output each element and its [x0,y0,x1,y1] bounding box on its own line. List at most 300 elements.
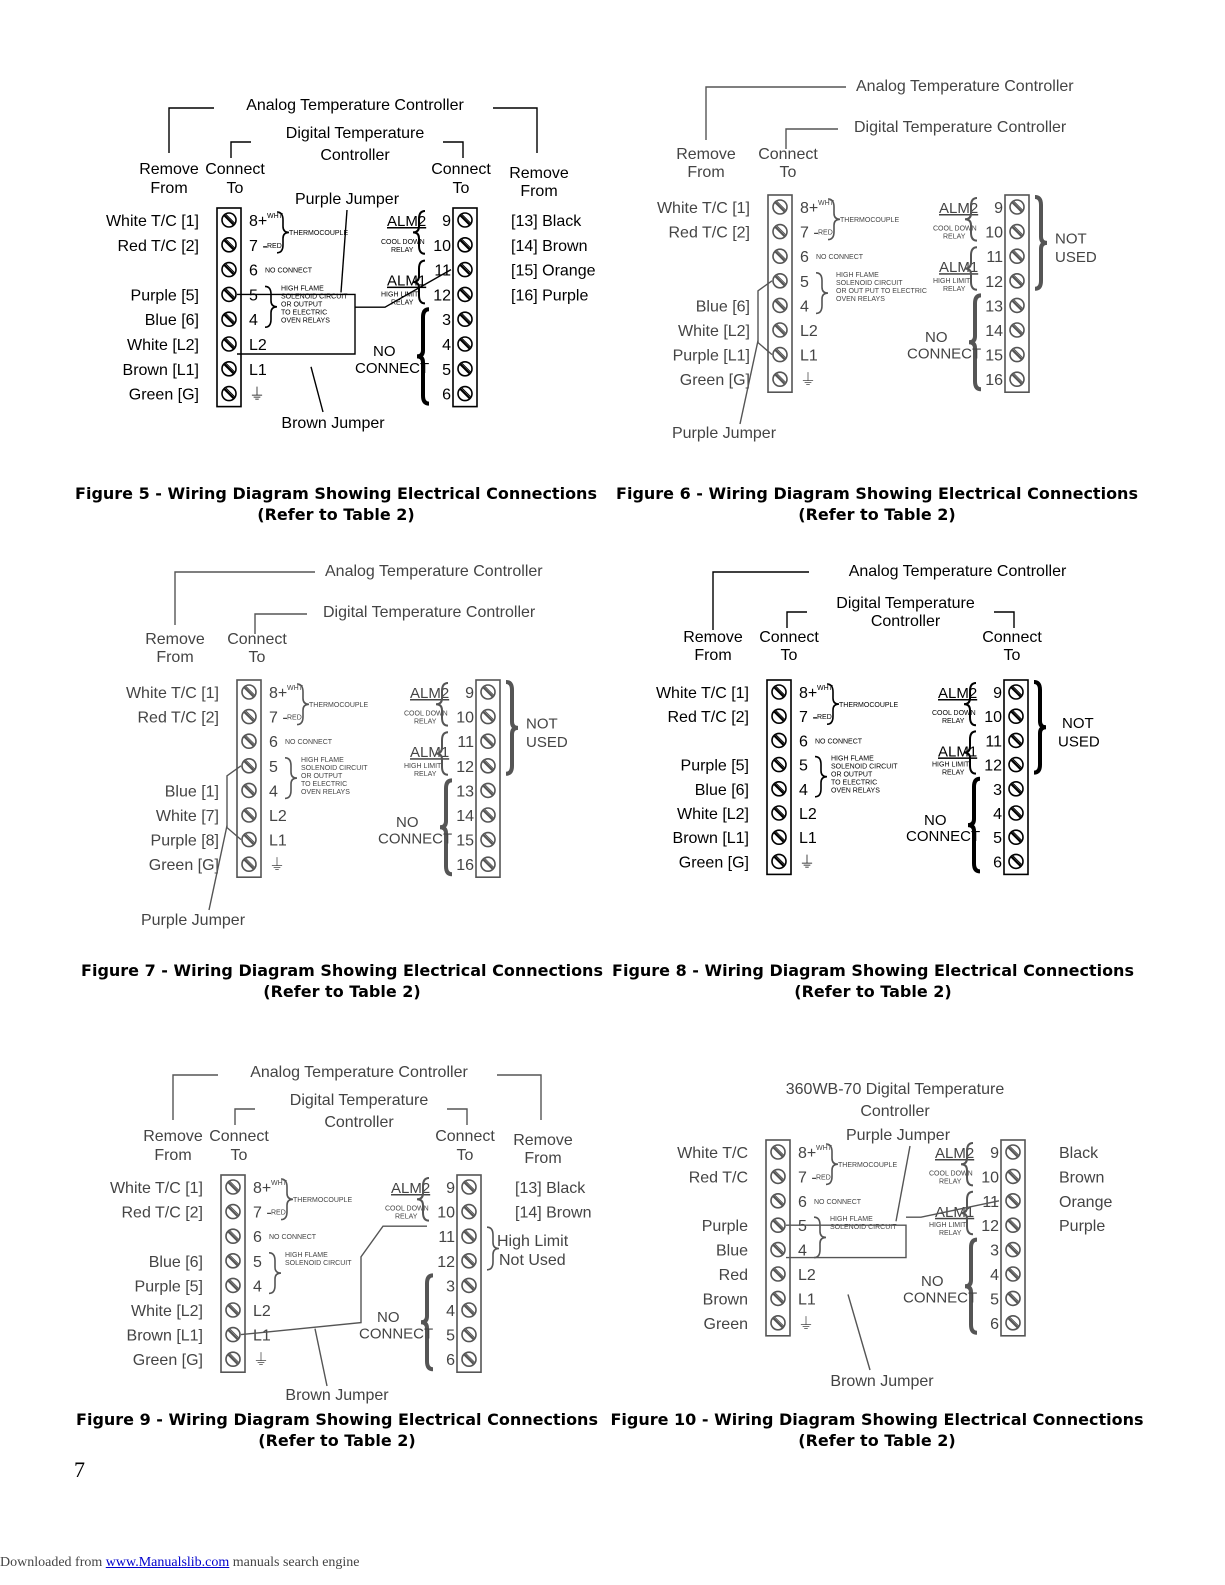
brace [816,273,828,314]
connect-to-heading: Connect [759,629,819,646]
left-wire-label: Brown [L1] [672,830,749,848]
thermocouple-label: THERMOCOUPLE [839,702,899,709]
left-wire-label: Purple [701,1218,748,1236]
left-wire-label: Red T/C [2] [668,224,750,242]
purple-jumper-label: Purple Jumper [294,191,400,208]
figure-caption-ref: (Refer to Table 2) [798,1431,956,1450]
high-flame-note: SOLENOID CIRCUIT [830,1224,897,1232]
remove-from-heading: Remove [139,161,199,178]
page-number: 7 [74,1457,85,1482]
footer [0,1555,360,1571]
figure-caption: Figure 7 - Wiring Diagram Showing Electrical Connections [81,961,603,980]
brown-jumper-label: Brown Jumper [281,415,385,432]
figure-9 [76,1064,598,1450]
not-used-label: NOT [1055,230,1087,248]
remove-from-heading: Remove [145,631,205,648]
high-flame-note: HIGH FLAME [830,1216,873,1224]
right-terminal-number: 6 [993,854,1002,872]
digital-controller-heading: Controller [324,1114,394,1131]
left-terminal-number: 4 [249,312,258,330]
right-terminal-number: 12 [437,1253,455,1271]
cool-down-label: COOL DOWN [929,1170,973,1178]
thermocouple-label: THERMOCOUPLE [840,217,900,224]
left-wire-label: Red T/C [2] [117,237,199,255]
right-terminal-number: 10 [433,237,451,255]
left-wire-label: White [L2] [130,1303,203,1320]
right-terminal-number: 12 [985,273,1003,291]
high-flame-note: TO ELECTRIC [301,780,348,788]
remove-from-heading: From [694,647,732,664]
right-wire-label: [16] Purple [511,287,589,305]
right-terminal-number: 6 [442,386,451,404]
left-wire-label: White [L2] [677,323,750,340]
left-wire-label: Brown [L1] [122,361,199,379]
figure-caption-ref: (Refer to Table 2) [263,982,421,1001]
left-terminal-number: L1 [249,361,267,379]
figure-5 [75,97,597,524]
red-mark: RED [287,714,302,722]
connect-to-heading: Connect [205,161,265,178]
no-connect-6: NO CONNECT [814,1198,862,1206]
left-terminal-number: L2 [249,337,267,354]
no-label: NO [925,329,948,346]
high-flame-note: HIGH FLAME [301,756,344,764]
high-flame-note: OVEN RELAYS [281,317,330,325]
left-terminal-number: 7 - [253,1204,272,1222]
left-wire-label: Green [G] [148,857,219,875]
remove-from-heading: From [524,1150,562,1167]
analog-controller-heading: Analog Temperature Controller [856,78,1074,95]
connect-to-heading: To [779,164,797,181]
relay-label: RELAY [414,770,437,778]
digital-bracket [235,1109,255,1125]
figure-caption: Figure 6 - Wiring Diagram Showing Electrical Connections [616,484,1138,503]
brown-jumper-pointer [311,367,323,412]
right-terminal-number: 15 [985,347,1003,365]
left-terminal-number: L2 [799,806,817,823]
wht-mark: WHT [816,1145,832,1152]
cool-down-label: COOL DOWN [381,238,425,246]
left-wire-label: White T/C [1] [109,1180,203,1197]
alm1-label: ALM1 [938,743,978,761]
brace [265,286,277,327]
left-terminal-number: 6 [799,733,808,751]
no-connect-6: NO CONNECT [269,1234,317,1242]
relay-label: RELAY [391,246,414,254]
high-limit-label: HIGH LIMIT [933,277,971,285]
right-terminal-number: 9 [446,1180,455,1197]
right-terminal-number: 12 [456,758,474,776]
right-wire-label: [14] Brown [515,1204,592,1222]
left-wire-label: White [L2] [126,337,199,354]
analog-controller-heading: Analog Temperature Controller [325,563,543,580]
left-terminal-number: 5 [800,273,809,291]
thermocouple-label: THERMOCOUPLE [309,702,369,709]
purple-jumper-label: Purple Jumper [140,912,246,929]
right-terminal-number: 15 [456,832,474,850]
connect-to-heading: To [452,180,470,197]
brace [815,757,827,797]
left-terminal-number: ⏚ [800,372,817,390]
relay-label: RELAY [943,285,966,293]
connect-to-heading: To [248,649,266,666]
remove-from-heading: Remove [513,1132,573,1149]
high-flame-note: SOLENOID CIRCUIT [285,1259,352,1267]
no-connect-6: NO CONNECT [815,738,863,746]
footer-suffix: manuals search engine [229,1555,360,1570]
brace [269,1253,281,1294]
left-wire-label: Green [703,1315,748,1333]
connect-to-heading: Connect [435,1128,495,1145]
left-terminal-number: L2 [253,1303,271,1320]
brace [968,779,980,872]
left-wire-label: Green [G] [128,386,199,404]
analog-controller-heading: Analog Temperature Controller [250,1064,468,1081]
cool-down-label: COOL DOWN [385,1205,429,1213]
red-mark: RED [267,242,282,250]
brace [421,1275,433,1369]
no-label: NO [373,343,396,360]
analog-controller-heading: Analog Temperature Controller [246,97,464,114]
right-terminal-number: 16 [985,372,1003,390]
manualslib-link[interactable]: www.Manualslib.com [105,1555,230,1570]
right-terminal-number: 5 [990,1291,999,1309]
left-terminal-number: L1 [800,347,818,365]
right-terminal-number: 11 [434,262,451,280]
analog-bracket [175,572,315,625]
digital-controller-heading: Digital Temperature [285,125,425,142]
left-wire-label: Blue [6] [144,312,199,330]
high-limit-label: HIGH LIMIT [404,762,442,770]
figure-caption: Figure 8 - Wiring Diagram Showing Electrical Connections [612,961,1134,980]
alm1-label: ALM1 [410,744,450,762]
figure-caption-ref: (Refer to Table 2) [258,1431,416,1450]
brown-jumper-label: Brown Jumper [830,1373,934,1390]
relay-label: RELAY [414,718,437,726]
left-wire-label: Blue [715,1242,748,1260]
red-mark: RED [271,1209,286,1217]
thermocouple-label: THERMOCOUPLE [838,1162,898,1169]
right-wire-label: Orange [1059,1193,1113,1211]
not-used-label: NOT [1062,715,1094,733]
brace [814,1217,826,1257]
alm1-label: ALM1 [939,259,979,277]
no-label: NO [396,814,419,831]
right-terminal-number: 11 [982,1193,999,1211]
cool-down-label: COOL DOWN [404,710,448,718]
left-terminal-number: 5 [799,757,808,775]
right-terminal-number: 9 [993,685,1002,702]
right-wire-label: [13] Black [515,1180,586,1197]
right-terminal-number: 11 [438,1229,455,1247]
right-terminal-number: 12 [433,287,451,305]
wht-mark: WHT [267,213,283,220]
right-terminal-number: 5 [442,361,451,379]
left-terminal-number: 5 [798,1218,807,1236]
high-flame-note: OR OUTPUT [831,771,873,779]
not-used-label: USED [526,734,568,752]
high-flame-note: HIGH FLAME [836,271,879,279]
left-terminal-number: 4 [269,783,278,801]
wht-mark: WHT [271,1180,287,1187]
left-terminal-number: ⏚ [799,854,816,872]
high-flame-note: OR OUT PUT TO ELECTRIC [836,287,927,295]
right-terminal-number: 4 [993,806,1002,823]
alm2-label: ALM2 [935,1145,975,1162]
right-wire-label: Black [1059,1145,1099,1162]
right-terminal-number: 4 [442,337,451,354]
left-wire-label: White [7] [155,808,219,825]
alm2-label: ALM2 [938,685,978,702]
right-terminal-number: 9 [990,1145,999,1162]
brace [417,309,429,403]
not-used-label: NOT [526,715,558,733]
analog-bracket [173,1075,218,1120]
brace [1035,197,1047,289]
left-wire-label: Brown [L1] [126,1327,203,1345]
connect-to-heading: To [456,1147,474,1164]
remove-from-heading: From [154,1147,192,1164]
right-terminal-number: 12 [984,757,1002,775]
high-flame-note: OVEN RELAYS [831,787,880,795]
left-terminal-number: L1 [253,1327,271,1345]
red-mark: RED [816,1174,831,1182]
figure-7 [81,563,603,1001]
no-connect-6: NO CONNECT [285,739,333,747]
right-terminal-number: 10 [437,1204,455,1222]
left-wire-label: Green [G] [678,854,749,872]
left-wire-label: Red T/C [2] [667,709,749,727]
no-label: NO [377,1309,400,1326]
alm1-label: ALM1 [935,1203,975,1221]
left-wire-label: Blue [6] [694,781,749,799]
digital-controller-heading: Digital Temperature Controller [854,119,1067,136]
alm1-label: ALM1 [387,272,427,290]
high-flame-note: TO ELECTRIC [281,309,328,317]
alm2-label: ALM2 [391,1180,431,1197]
brace [1034,682,1046,773]
right-terminal-number: 5 [446,1327,455,1345]
left-wire-label: Blue [6] [148,1253,203,1271]
relay-label: RELAY [939,1230,962,1238]
remove-from-heading: Remove [683,629,743,646]
digital-controller-heading: Digital Temperature [289,1092,429,1109]
right-terminal-number: 11 [986,249,1003,267]
high-flame-note: HIGH FLAME [831,755,874,763]
alm2-label: ALM2 [939,200,979,217]
left-wire-label: Brown [702,1291,748,1309]
connect-to-heading: To [780,647,798,664]
left-wire-label: White T/C [1] [656,200,750,217]
left-wire-label: White T/C [1] [105,213,199,230]
analog-bracket [497,1075,541,1120]
remove-from-heading: From [150,180,188,197]
right-terminal-number: 9 [994,200,1003,217]
left-terminal-number: 8+ [798,1145,817,1162]
figure-caption-ref: (Refer to Table 2) [257,505,415,524]
left-wire-label: White T/C [1] [125,685,219,702]
high-limit-label: High Limit [497,1233,569,1251]
no-connect-6: NO CONNECT [265,267,313,275]
purple-jumper-label: Purple Jumper [671,425,777,442]
alm2-label: ALM2 [410,685,450,702]
wht-mark: WHT [817,685,833,692]
not-used-label: Not Used [499,1251,566,1269]
right-terminal-number: 6 [990,1315,999,1333]
figure-10 [610,1081,1143,1450]
digital-controller-heading: Digital Temperature Controller [323,604,536,621]
left-wire-label: White T/C [1] [655,685,749,702]
figure-6 [616,78,1138,524]
right-terminal-number: 11 [985,733,1002,751]
not-used-label: USED [1058,733,1100,751]
left-terminal-number: 5 [249,287,258,305]
connect-caps-label: CONNECT [378,830,453,848]
right-wire-label: [15] Orange [511,262,596,280]
high-flame-note: OR OUTPUT [281,301,323,309]
remove-from-heading: Remove [143,1128,203,1145]
high-flame-note: HIGH FLAME [285,1251,328,1259]
thermocouple-label: THERMOCOUPLE [289,230,349,237]
digital-bracket [787,612,807,628]
left-terminal-number: 4 [800,298,809,316]
right-terminal-number: 10 [984,709,1002,727]
connect-caps-label: CONNECT [903,1289,978,1307]
left-wire-label: Purple [L1] [672,347,750,365]
left-terminal-number: 7 - [249,237,268,255]
right-terminal-number: 3 [993,781,1002,799]
left-wire-label: Red T/C [688,1169,748,1187]
digital-controller-heading: Digital Temperature [836,595,975,612]
connect-caps-label: CONNECT [906,828,981,846]
no-label: NO [924,812,947,829]
left-terminal-number: 4 [798,1242,807,1260]
analog-bracket [706,87,846,140]
right-terminal-number: 14 [985,323,1003,340]
left-terminal-number: 7 - [798,1169,817,1187]
left-terminal-number: ⏚ [269,857,286,875]
brace [440,780,452,874]
left-terminal-number: L2 [798,1267,816,1284]
left-wire-label: Blue [1] [164,783,219,801]
brown-jumper-pointer [848,1294,870,1370]
alm2-label: ALM2 [387,213,427,230]
no-label: NO [921,1273,944,1290]
left-terminal-number: 4 [799,781,808,799]
left-terminal-number: 6 [269,734,278,752]
cool-down-label: COOL DOWN [932,710,976,718]
right-terminal-number: 12 [981,1218,999,1236]
not-used-label: USED [1055,249,1097,267]
right-wire-label: [13] Black [511,213,582,230]
remove-from-heading: Remove [509,165,569,182]
right-terminal-number: 13 [456,783,474,801]
figure-caption-ref: (Refer to Table 2) [794,982,952,1001]
left-terminal-number: 7 - [800,224,819,242]
right-terminal-number: 3 [446,1278,455,1296]
relay-label: RELAY [943,233,966,241]
no-connect-6: NO CONNECT [816,254,864,262]
connect-to-heading: Connect [227,631,287,648]
high-flame-note: OVEN RELAYS [836,295,885,303]
high-limit-label: HIGH LIMIT [932,761,970,769]
left-terminal-number: 8+ [249,213,268,230]
right-wire-label: [14] Brown [511,237,588,255]
digital-bracket [443,142,463,158]
left-wire-label: Green [G] [132,1352,203,1370]
left-terminal-number: 4 [253,1278,262,1296]
left-terminal-number: L1 [798,1291,816,1309]
remove-from-heading: From [520,183,558,200]
left-terminal-number: ⏚ [253,1352,270,1370]
right-terminal-number: 3 [442,312,451,330]
cool-down-label: COOL DOWN [933,225,977,233]
brace [965,1240,977,1333]
red-mark: RED [818,229,833,237]
relay-label: RELAY [939,1178,962,1186]
right-terminal-number: 10 [456,709,474,727]
left-wire-label: Purple [5] [680,757,749,775]
purple-jumper-pointer [896,1146,910,1221]
right-terminal-number: 11 [457,734,474,752]
analog-bracket [493,108,537,153]
left-terminal-number: ⏚ [249,386,266,404]
brace [969,295,981,389]
connect-to-heading: Connect [982,629,1042,646]
thermocouple-label: THERMOCOUPLE [293,1197,353,1204]
left-wire-label: Purple [5] [134,1278,203,1296]
controller-title: Controller [860,1103,930,1120]
left-terminal-number: 5 [269,758,278,776]
left-wire-label: Blue [6] [695,298,750,316]
purple-jumper-label: Purple Jumper [845,1127,951,1144]
left-terminal-number: 7 - [269,709,288,727]
right-terminal-number: 13 [985,298,1003,316]
right-terminal-number: 4 [990,1267,999,1284]
left-terminal-number: L1 [799,830,817,848]
connect-caps-label: CONNECT [359,1325,434,1343]
figure-8 [612,563,1134,1001]
right-terminal-number: 3 [990,1242,999,1260]
figure-caption: Figure 9 - Wiring Diagram Showing Electrical Connections [76,1410,598,1429]
brace [506,682,518,774]
remove-from-heading: Remove [676,146,736,163]
connect-caps-label: CONNECT [907,345,982,363]
high-flame-note: SOLENOID CIRCUIT [301,764,368,772]
remove-from-heading: From [687,164,725,181]
brace [285,758,297,799]
high-flame-note: OVEN RELAYS [301,788,350,796]
connect-to-heading: To [1003,647,1021,664]
left-terminal-number: 8+ [253,1180,272,1197]
controller-title: 360WB-70 Digital Temperature [785,1081,1005,1098]
right-terminal-number: 6 [446,1352,455,1370]
brown-jumper-label: Brown Jumper [285,1387,389,1404]
footer-prefix: Downloaded from [0,1555,106,1570]
left-wire-label: White [L2] [676,806,749,823]
high-limit-label: HIGH LIMIT [381,291,419,299]
connect-to-heading: To [230,1147,248,1164]
digital-bracket [447,1109,467,1125]
right-terminal-number: 10 [981,1169,999,1187]
right-terminal-number: 10 [985,224,1003,242]
left-wire-label: Purple [8] [150,832,219,850]
connect-caps-label: CONNECT [355,359,430,377]
right-wire-label: Purple [1059,1218,1106,1236]
connect-to-heading: Connect [431,161,491,178]
right-terminal-number: 9 [465,685,474,702]
relay-label: RELAY [942,769,965,777]
